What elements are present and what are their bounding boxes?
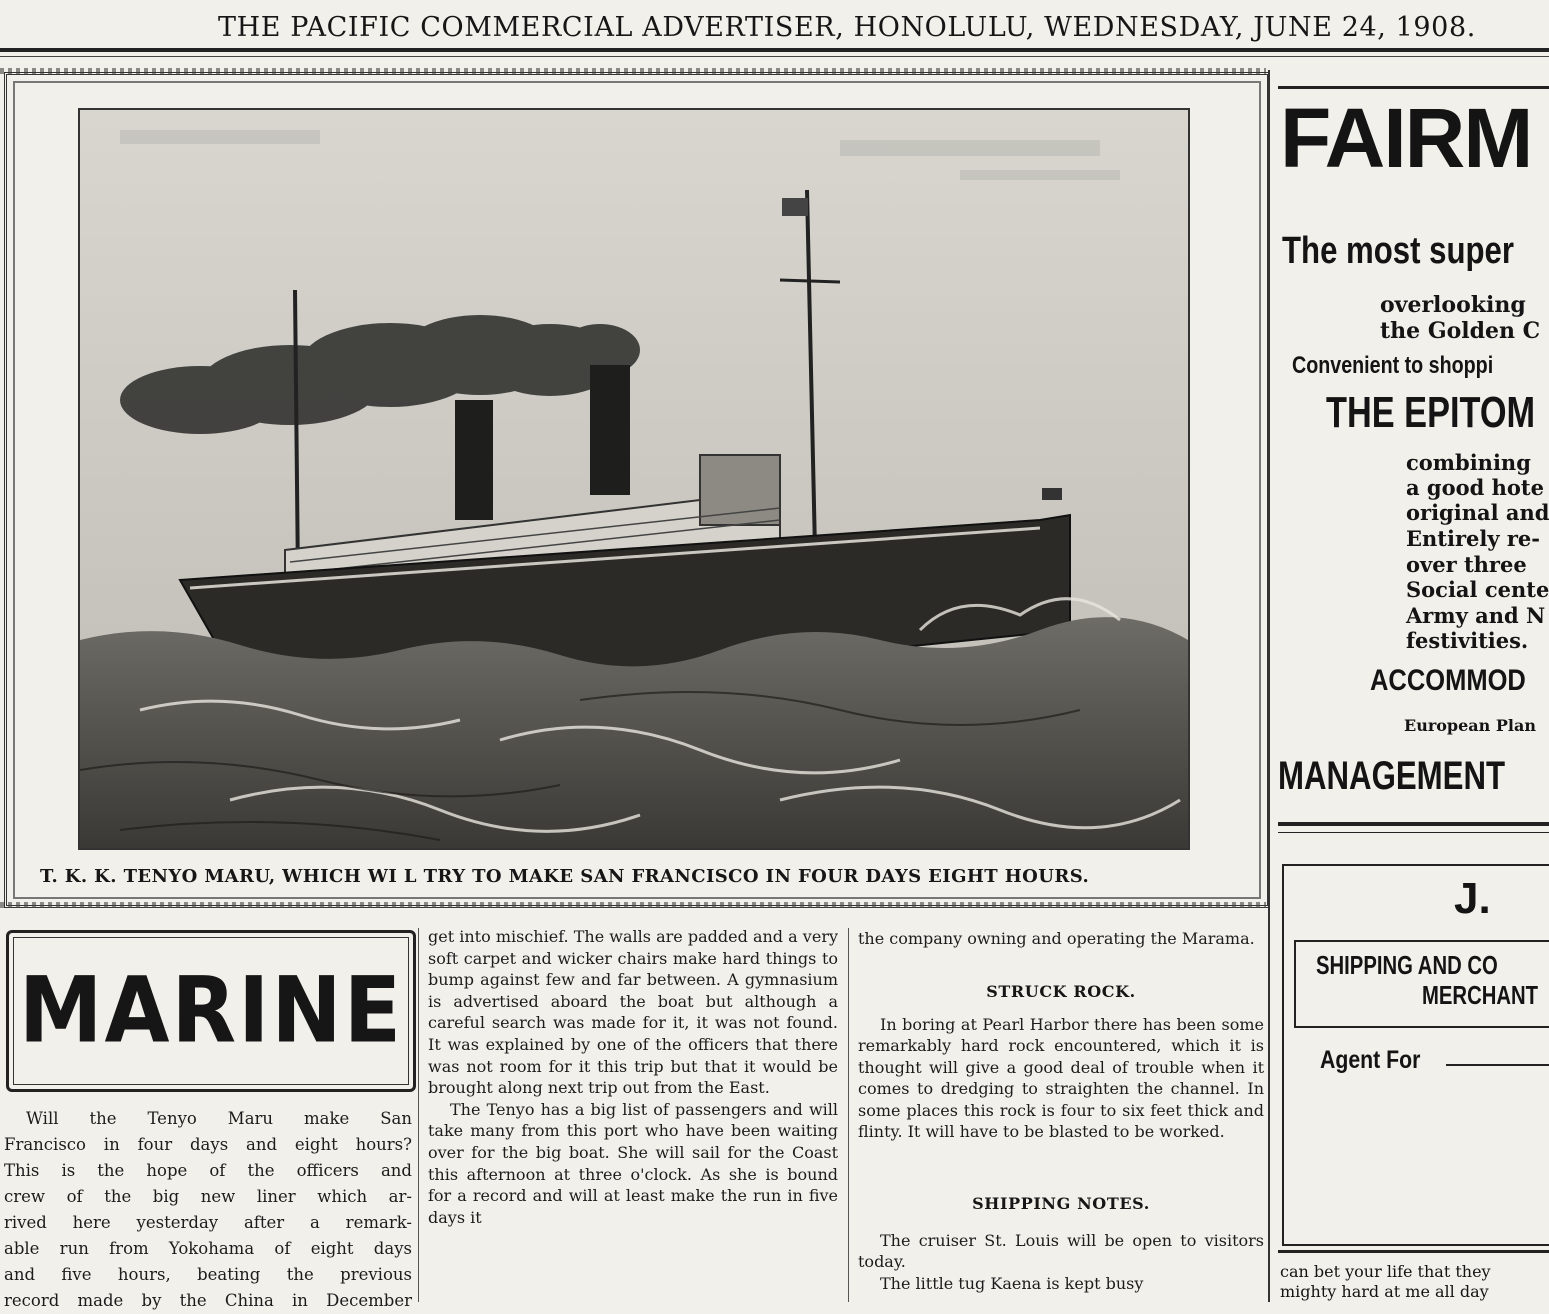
article-struck-rock: [858, 1014, 1264, 1142]
hotel-advertisement: [1268, 70, 1549, 1302]
ad-title: FAIRM: [1280, 91, 1532, 185]
ad-line: Social cente: [1406, 577, 1549, 602]
ad-line: festivities.: [1406, 628, 1529, 653]
paragraph: In boring at Pearl Harbor there has been some remarkably hard rock encountered, which it is thought will give a good deal of trouble when it comes to dredging to straighten the channel. In some places this rock is four to six feet thick and flinty. It will have to be blasted to be worked.: [858, 1015, 1264, 1142]
masthead-rule: [0, 48, 1549, 52]
subhead-shipping-notes: SHIPPING NOTES.: [972, 1194, 1150, 1213]
text-line: This is the hope of the officers and: [4, 1161, 412, 1180]
text-line: Francisco in four days and eight hours?: [4, 1135, 412, 1154]
ad-rule: [1278, 1250, 1549, 1253]
ad-line: overlooking: [1380, 292, 1526, 318]
text-line: crew of the big new liner which ar-: [4, 1187, 412, 1206]
ad2-line: MERCHANT: [1422, 980, 1539, 1010]
paragraph: The cruiser St. Louis will be open to visitors today.: [858, 1231, 1264, 1272]
ad-rule: [1278, 832, 1549, 833]
ad-line: Entirely re-: [1406, 526, 1541, 551]
ad2-initial: J.: [1454, 874, 1491, 923]
ad2-line: can bet your life that they: [1280, 1262, 1491, 1281]
ad2-line: mighty hard at me all day: [1280, 1282, 1489, 1301]
marine-section-box: [6, 930, 416, 1092]
article-column-1: [4, 1106, 412, 1314]
frame-border-bottom: [0, 902, 1266, 908]
masthead-title: THE PACIFIC COMMERCIAL ADVERTISER, HONOLULU, WEDNESDAY, JUNE 24, 1908.: [218, 12, 1476, 43]
article-column-3: [858, 928, 1264, 949]
paragraph: the company owning and operating the Marama.: [858, 929, 1255, 948]
ad-line: Army and N: [1406, 603, 1546, 628]
photo-caption: T. K. K. TENYO MARU, WHICH WI L TRY TO MAKE SAN FRANCISCO IN FOUR DAYS EIGHT HOURS.: [40, 866, 1090, 887]
ad-rule: [1446, 1064, 1549, 1066]
ad-line: European Plan: [1404, 716, 1536, 735]
ship-photo: [78, 108, 1190, 850]
text-line: Will the Tenyo Maru make San: [26, 1109, 412, 1128]
text-line: able run from Yokohama of eight days: [4, 1239, 412, 1258]
column-rule: [418, 928, 419, 1302]
text-line: record made by the China in December: [4, 1291, 412, 1310]
ad-line: THE EPITOM: [1326, 388, 1536, 437]
text-line: rived here yesterday after a remark-: [4, 1213, 412, 1232]
text-line: and five hours, beating the previous: [4, 1265, 412, 1284]
ad-rule: [1278, 86, 1549, 89]
ad-line: The most super: [1282, 230, 1515, 272]
article-shipping-notes: [858, 1230, 1264, 1294]
paragraph: The Tenyo has a big list of passengers and will take many from this port who have been waiting over for the big boat. She will sail for the Coast this afternoon at three o'clock. As she is bound for a record and will at least make the run in five days it: [428, 1099, 838, 1227]
ad2-line: SHIPPING AND CO: [1316, 950, 1498, 980]
section-title: MARINE: [18, 957, 404, 1063]
ad-rule: [1278, 822, 1549, 826]
ad-line: over three: [1406, 552, 1527, 577]
ship-illustration: [80, 110, 1188, 848]
paragraph: The little tug Kaena is kept busy: [880, 1273, 1144, 1293]
ad-line: a good hote: [1406, 475, 1544, 500]
article-column-2: [428, 926, 838, 1228]
ad-line: the Golden C: [1380, 318, 1541, 344]
masthead: [0, 0, 1549, 60]
ad-line: combining: [1406, 450, 1531, 475]
column-rule: [848, 928, 849, 1302]
ad2-line: Agent For: [1320, 1046, 1421, 1074]
masthead-rule-thin: [0, 56, 1549, 57]
ad-line: MANAGEMENT: [1278, 754, 1506, 798]
ad-line: Convenient to shoppi: [1292, 352, 1494, 379]
ad-line: ACCOMMOD: [1370, 664, 1526, 697]
ad-line: original and: [1406, 500, 1549, 525]
subhead-struck-rock: STRUCK ROCK.: [986, 982, 1136, 1001]
paragraph: get into mischief. The walls are padded and a very soft carpet and wicker chairs make hard things to bump against few and far between. A gymnasium is advertised aboard the boat but although a careful search was made for it, it was not found. It was explained by one of the officers that there was not room for it this trip but that it would be brought along next trip out from the East.: [428, 927, 838, 1098]
